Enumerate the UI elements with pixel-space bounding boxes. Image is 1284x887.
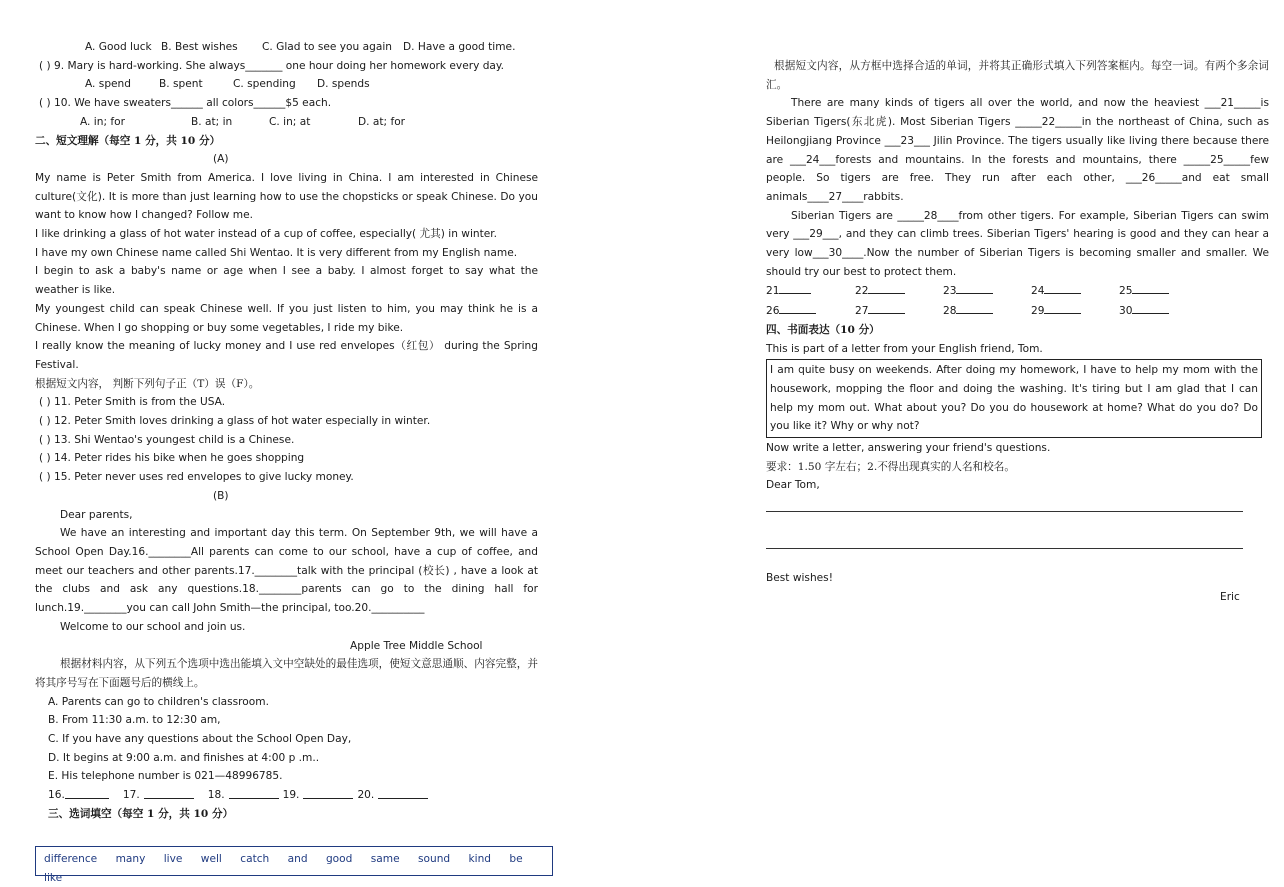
answer-blank[interactable]	[378, 786, 428, 799]
passage-b-welcome: Welcome to our school and join us.	[60, 620, 246, 633]
answer-row-2	[766, 301, 1269, 321]
word-item: live	[163, 853, 183, 865]
right-column	[766, 57, 1269, 607]
section-2-title: 二、短文理解（每空 1 分，共 10 分）	[35, 134, 221, 147]
answer-cell	[766, 281, 855, 301]
answer-blank[interactable]	[1132, 301, 1169, 314]
answer-slots	[35, 786, 538, 805]
judge-item-15: ( ) 15. Peter never uses red envelopes to give lucky money.	[39, 471, 354, 484]
answer-slot-label: 17.	[122, 789, 140, 802]
write-instruction: Now write a letter, answering your friend's questions.	[766, 442, 1051, 455]
fill-instruction: 根据短文内容，从方框中选择合适的单词，并将其正确形式填入下列答案框内。每空一词。有两个多余词汇。	[766, 60, 1269, 91]
q9-option: C. spending	[233, 78, 296, 91]
passage-a-p5: My youngest child can speak Chinese well. If you just listen to him, you may think he is a Chinese. When I go shopping or buy some vegetables, I ride my bike.	[35, 302, 538, 334]
word-item: like	[44, 871, 63, 884]
answer-cell	[766, 301, 855, 321]
question-10: ( ) 10. We have sweaters______ all colors______$5 each.	[39, 97, 332, 110]
section-3-title: 三、选词填空（每空 1 分，共 10 分）	[48, 807, 234, 820]
writing-line[interactable]	[766, 532, 1243, 549]
passage-a-p3: I have my own Chinese name called Shi Wentao. It is very different from my English name.	[35, 246, 518, 259]
q9-option: D. spends	[317, 78, 370, 91]
passage-b-body: We have an interesting and important day this term. On September 9th, we will have a School Open Day.16.________All parents can come to our school, have a cup of coffee, and meet our teachers and other parents.17.________talk with the principal (校长) , have a look at the clubs and ask any questions.18.________parents can go to the dining hall for lunch.19.________you can call John Smith—the principal, too.20.__________	[35, 527, 538, 615]
choose-option-a: A. Parents can go to children's classroom.	[48, 695, 269, 708]
choose-option-b: B. From 11:30 a.m. to 12:30 am,	[48, 714, 221, 727]
answer-blank[interactable]	[779, 301, 816, 314]
passage-b-label: (B)	[213, 489, 229, 502]
judge-item-12: ( ) 12. Peter Smith loves drinking a glass of hot water especially in winter.	[39, 415, 431, 428]
passage-a-p2: I like drinking a glass of hot water instead of a cup of coffee, especially( 尤其) in winter.	[35, 228, 498, 241]
answer-cell	[1119, 301, 1169, 321]
word-item: difference	[44, 853, 98, 865]
passage-b-signature: Apple Tree Middle School	[350, 639, 483, 652]
answer-blank[interactable]	[956, 281, 993, 294]
q8-option: A. Good luck	[85, 41, 152, 53]
word-item: good	[325, 853, 353, 865]
answer-blank[interactable]	[868, 281, 905, 294]
passage-a-label: (A)	[213, 153, 229, 166]
answer-blank[interactable]	[868, 301, 905, 314]
word-item: catch	[240, 853, 270, 865]
answer-cell	[1031, 301, 1119, 321]
answer-slot-label: 19.	[282, 789, 300, 802]
left-column	[35, 38, 538, 824]
answer-blank[interactable]	[1044, 301, 1081, 314]
answer-blank[interactable]	[1132, 281, 1169, 294]
answer-cell	[943, 281, 1031, 301]
passage-a-p1: My name is Peter Smith from America. I love living in China. I am interested in Chinese culture(文化). It is more than just learning how to use the chopsticks or speak Chinese. Do you want to know how I changed? Follow me.	[35, 171, 538, 222]
answer-number: 29	[1031, 305, 1045, 318]
passage-b-greeting: Dear parents,	[60, 508, 133, 521]
q10-options	[35, 113, 538, 132]
answer-cell	[1119, 281, 1169, 301]
answer-blank[interactable]	[956, 301, 993, 314]
word-item: same	[370, 853, 400, 865]
requirement: 要求：1.50 字左右；2.不得出现真实的人名和校名。	[766, 460, 1015, 473]
choose-option-e: E. His telephone number is 021—48996785.	[48, 770, 283, 783]
judge-instruction: 根据短文内容， 判断下列句子正（T）误（F）。	[35, 377, 260, 390]
word-item: well	[200, 853, 222, 865]
q10-option: D. at; for	[358, 115, 406, 128]
q10-option: B. at; in	[191, 115, 233, 128]
answer-number: 23	[943, 285, 957, 298]
passage-a-p4: I begin to ask a baby's name or age when I see a baby. I almost forget to say what the weather is like.	[35, 265, 538, 297]
signature: Eric	[1220, 590, 1240, 603]
answer-blank[interactable]	[65, 786, 109, 799]
section-4-title: 四、书面表达（10 分）	[766, 323, 880, 336]
answer-cell	[943, 301, 1031, 321]
tiger-passage-p1: There are many kinds of tigers all over the world, and now the heaviest ___21_____is Siberian Tigers(东北虎). Most Siberian Tigers _____22_____in the northeast of China, such as Heilongjiang Province ___23___ Jilin Province. The tigers usually like living there because there are ___24___forests and mountains. In the forests and mountains, there _____25_____few people. So tigers are free. They run after each other, ___26_____and eat small animals____27____rabbits.	[766, 97, 1269, 203]
closing: Best wishes!	[766, 572, 833, 585]
answer-number: 26	[766, 305, 780, 318]
letter-intro: This is part of a letter from your English friend, Tom.	[766, 342, 1043, 355]
answer-slot-label: 16.	[48, 789, 65, 802]
word-item: sound	[417, 853, 451, 865]
answer-number: 22	[855, 285, 869, 298]
q9-options	[35, 75, 538, 94]
passage-a-p6: I really know the meaning of lucky money and I use red envelopes（红包） during the Spring Festival.	[35, 340, 538, 371]
answer-blank[interactable]	[229, 786, 279, 799]
judge-item-11: ( ) 11. Peter Smith is from the USA.	[39, 396, 226, 409]
answer-blank[interactable]	[144, 786, 194, 799]
choose-instruction: 根据材料内容，从下列五个选项中选出能填入文中空缺处的最佳选项，使短文意思通顺、内容完整，并将其序号写在下面题号后的横线上。	[35, 658, 538, 689]
word-item: kind	[468, 853, 492, 865]
answer-blank[interactable]	[779, 281, 811, 294]
answer-row-1	[766, 281, 1269, 301]
salutation: Dear Tom,	[766, 479, 820, 492]
q8-option: C. Glad to see you again	[262, 41, 392, 53]
answer-number: 21	[766, 285, 780, 298]
word-item: and	[287, 853, 308, 865]
answer-number: 28	[943, 305, 957, 318]
answer-slot-label: 18.	[207, 789, 225, 802]
answer-cell	[855, 281, 943, 301]
tom-letter-box: I am quite busy on weekends. After doing my homework, I have to help my mom with the housework, mopping the floor and doing the washing. It's tiring but I am glad that I can help my mom out. What about you? Do you do housework at home? What do you do? Do you like it? Why or why not?	[766, 359, 1262, 438]
judge-item-13: ( ) 13. Shi Wentao's youngest child is a Chinese.	[39, 433, 295, 446]
q9-option: B. spent	[159, 78, 203, 91]
choose-option-c: C. If you have any questions about the School Open Day,	[48, 733, 352, 746]
q8-option: D. Have a good time.	[403, 41, 516, 53]
answer-cell	[1031, 281, 1119, 301]
answer-number: 27	[855, 305, 869, 318]
writing-line[interactable]	[766, 495, 1243, 512]
q8-options	[35, 38, 538, 57]
question-9: ( ) 9. Mary is hard-working. She always_______ one hour doing her homework every day.	[39, 59, 505, 72]
answer-number: 30	[1119, 305, 1133, 318]
answer-number: 24	[1031, 285, 1045, 298]
tiger-passage-p2: Siberian Tigers are _____28____from other tigers. For example, Siberian Tigers can swim very ___29___, and they can climb trees. Siberian Tigers' hearing is good and they can hear a very low___30____.Now the number of Siberian Tigers is becoming smaller and smaller. We should try our best to protect them.	[766, 209, 1269, 278]
answer-slot-label: 20.	[357, 789, 375, 802]
judge-item-14: ( ) 14. Peter rides his bike when he goes shopping	[39, 452, 305, 465]
answer-blank[interactable]	[303, 786, 353, 799]
answer-number: 25	[1119, 285, 1133, 298]
q10-option: A. in; for	[80, 115, 125, 128]
q9-option: A. spend	[85, 78, 131, 91]
word-item: many	[115, 853, 146, 865]
answer-blank[interactable]	[1044, 281, 1081, 294]
choose-option-d: D. It begins at 9:00 a.m. and finishes at 4:00 p .m..	[48, 751, 320, 764]
q8-option: B. Best wishes	[161, 41, 238, 53]
q10-option: C. in; at	[269, 115, 311, 128]
word-item: be	[509, 853, 523, 865]
answer-cell	[855, 301, 943, 321]
